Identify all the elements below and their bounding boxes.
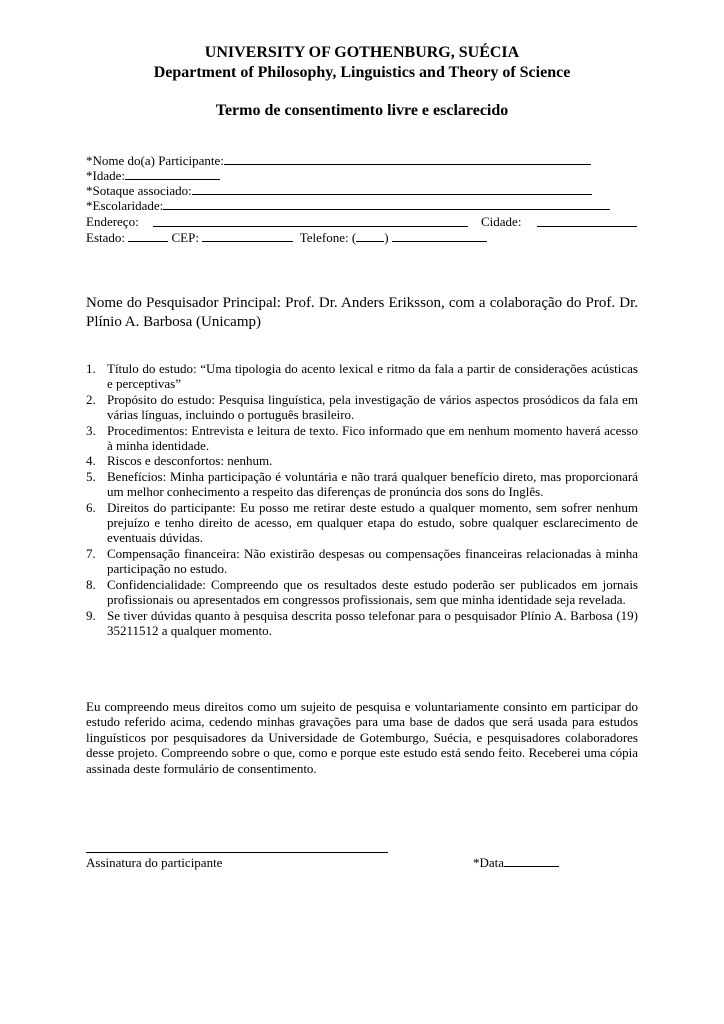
list-item [86,608,638,639]
education-blank[interactable] [163,198,610,210]
signature-label: Assinatura do participante [86,855,223,870]
item-number: 5. [86,468,96,484]
department-heading: Department of Philosophy, Linguistics and Theory of Science [153,64,571,81]
researcher-info: Nome do Pesquisador Principal: Prof. Dr. Anders Eriksson, com a colaboração do Prof. Dr. Plínio A. Barbosa (Unicamp) [86,295,638,330]
item-text: Procedimentos: Entrevista e leitura de texto. Fico informado que em nenhum momento haverá acesso à minha identidade. [107,422,638,454]
city-label: Cidade: [481,214,522,229]
item-number: 6. [86,499,96,515]
education-label: *Escolaridade: [86,198,164,213]
form-title: Termo de consentimento livre e esclarecido [215,102,509,119]
item-number: 2. [86,391,96,407]
list-item [86,577,638,608]
date-field[interactable] [473,855,559,870]
item-text: Se tiver dúvidas quanto à pesquisa descrita posso telefonar para o pesquisador Plínio A. Barbosa (19) 35211512 a qualquer momento. [107,607,638,638]
age-label: *Idade: [86,168,125,183]
item-text: Confidencialidade: Compreendo que os resultados deste estudo poderão ser publicados em jornais profissionais ou apresentados em congressos profissionais, sem que minha identidade seja revelada. [107,576,638,608]
address-label: Endereço: [86,214,139,229]
list-item [86,423,638,454]
date-blank[interactable] [504,855,559,867]
name-label: *Nome do(a) Participante: [86,153,224,168]
education-field[interactable] [86,198,610,213]
item-number: 9. [86,607,96,623]
list-item [86,546,638,577]
item-number: 7. [86,545,96,561]
item-text: Título do estudo: “Uma tipologia do acento lexical e ritmo da fala a partir de considerações acústicas e perceptivas” [107,361,638,392]
item-number: 3. [86,422,96,438]
list-item [86,392,638,423]
item-text: Riscos e desconfortos: nenhum. [107,453,273,469]
item-text: Direitos do participante: Eu posso me retirar deste estudo a qualquer momento, sem sofrer nenhum prejuízo e tenho direito de acesso, em qualquer etapa do estudo, sobre qualquer esclarecimento de eventuais dúvidas. [107,499,638,546]
age-blank[interactable] [125,168,220,180]
list-item [86,500,638,546]
consent-paragraph: Eu compreendo meus direitos como um sujeito de pesquisa e voluntariamente consinto em participar do estudo referido acima, cedendo minhas gravações para uma base de dados que será usada para estudos linguísticos por pesquisadores da Universidade de Gotemburgo, Suécia, e pesquisadores colaboradores desse projeto. Compreendo sobre o que, como e porque este estudo está sendo feito. Receberei uma cópia assinada deste formulário de consentimento. [86,699,638,776]
address-blank[interactable] [153,215,468,227]
signature-line[interactable] [86,852,388,853]
accent-field[interactable] [86,183,592,198]
name-blank[interactable] [224,153,591,165]
phone-number-blank[interactable] [392,230,487,242]
list-item [86,469,638,500]
phone-label: Telefone: ( [299,230,357,245]
item-number: 1. [86,361,96,376]
item-number: 4. [86,453,96,469]
address-field[interactable] [86,214,638,229]
state-blank[interactable] [128,230,168,242]
age-field[interactable] [86,168,220,183]
state-cep-phone-row [86,230,487,245]
phone-area-blank[interactable] [356,230,384,242]
item-text: Benefícios: Minha participação é voluntária e não trará qualquer benefício direto, mas proporcionará um melhor conhecimento a respeito das diferenças de pronúncia dos sons do Inglês. [107,468,638,500]
accent-label: *Sotaque associado: [86,183,192,198]
list-item [86,453,638,468]
study-info-list [86,361,638,638]
item-text: Compensação financeira: Não existirão despesas ou compensações financeiras relacionadas à minha participação no estudo. [107,545,638,577]
list-item [86,361,638,392]
city-blank[interactable] [537,215,637,227]
university-heading: UNIVERSITY OF GOTHENBURG, SUÉCIA [204,44,520,61]
name-field[interactable] [86,153,591,168]
cep-label: CEP: [171,230,199,245]
phone-close-paren: ) [384,230,389,245]
accent-blank[interactable] [192,183,592,195]
date-label: *Data [473,855,505,870]
item-number: 8. [86,576,96,592]
state-label: Estado: [86,230,125,245]
item-text: Propósito do estudo: Pesquisa linguística, pela investigação de vários aspectos prosódicos da fala em várias línguas, incluindo o português brasileiro. [107,391,638,423]
cep-blank[interactable] [202,230,293,242]
